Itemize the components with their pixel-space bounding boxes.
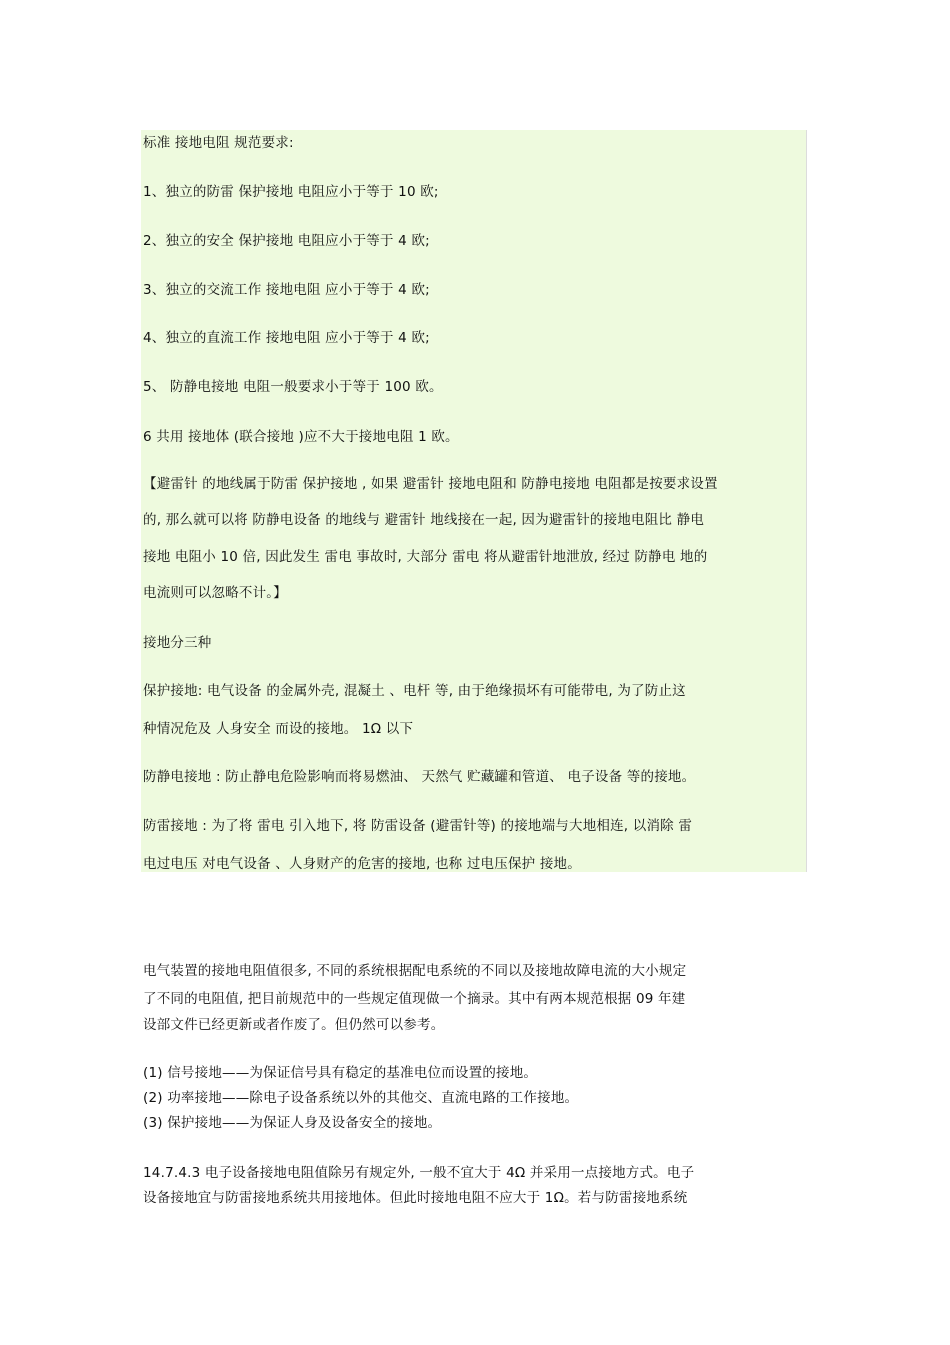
list-item: (2) 功率接地——除电子设备系统以外的其他交、直流电路的工作接地。 [143,1090,579,1106]
antistatic-grounding-line: 防静电接地 : 防止静电危险影响而将易燃油、 天然气 贮藏罐和管道、 电子设备 等的接地。 [143,769,696,785]
standards-heading: 标准 接地电阻 规范要求: [143,135,294,151]
note-line: 接地 电阻小 10 倍, 因此发生 雷电 事故时, 大部分 雷电 将从避雷针地泄放, 经过 防静电 地的 [143,549,708,565]
intro-line: 了不同的电阻值, 把目前规范中的一些规定值现做一个摘录。其中有两本规范根据 09 年建 [143,991,686,1007]
clause-line: 14.7.4.3 电子设备接地电阻值除另有规定外, 一般不宜大于 4Ω 并采用一点接地方式。电子 [143,1165,695,1181]
note-line: 电流则可以忽略不计。】 [143,585,287,601]
standard-item: 5、 防静电接地 电阻一般要求小于等于 100 欧。 [143,379,443,395]
standard-item: 6 共用 接地体 (联合接地 )应不大于接地电阻 1 欧。 [143,429,459,445]
intro-line: 设部文件已经更新或者作废了。但仍然可以参考。 [143,1017,445,1033]
list-item: (1) 信号接地——为保证信号具有稳定的基准电位而设置的接地。 [143,1065,538,1081]
standard-item: 1、独立的防雷 保护接地 电阻应小于等于 10 欧; [143,184,439,200]
standard-item: 4、独立的直流工作 接地电阻 应小于等于 4 欧; [143,330,430,346]
clause-line: 设备接地宜与防雷接地系统共用接地体。但此时接地电阻不应大于 1Ω。若与防雷接地系统 [143,1190,688,1206]
lightning-grounding-line: 电过电压 对电气设备 、人身财产的危害的接地, 也称 过电压保护 接地。 [143,856,581,872]
note-line: 的, 那么就可以将 防静电设备 的地线与 避雷针 地线接在一起, 因为避雷针的接地电阻比 静电 [143,512,705,528]
note-line: 【避雷针 的地线属于防雷 保护接地 , 如果 避雷针 接地电阻和 防静电接地 电阻都是按要求设置 [143,476,718,492]
standard-item: 2、独立的安全 保护接地 电阻应小于等于 4 欧; [143,233,430,249]
protective-grounding-line: 保护接地: 电气设备 的金属外壳, 混凝土 、电杆 等, 由于绝缘损坏有可能带电, 为了防止这 [143,683,686,699]
intro-line: 电气装置的接地电阻值很多, 不同的系统根据配电系统的不同以及接地故障电流的大小规定 [143,963,687,979]
grounding-types-heading: 接地分三种 [143,635,212,651]
protective-grounding-line: 种情况危及 人身安全 而设的接地。 1Ω 以下 [143,721,414,737]
lightning-grounding-line: 防雷接地 : 为了将 雷电 引入地下, 将 防雷设备 (避雷针等) 的接地端与大地相连, 以消除 雷 [143,818,693,834]
standard-item: 3、独立的交流工作 接地电阻 应小于等于 4 欧; [143,282,430,298]
list-item: (3) 保护接地——为保证人身及设备安全的接地。 [143,1115,442,1131]
